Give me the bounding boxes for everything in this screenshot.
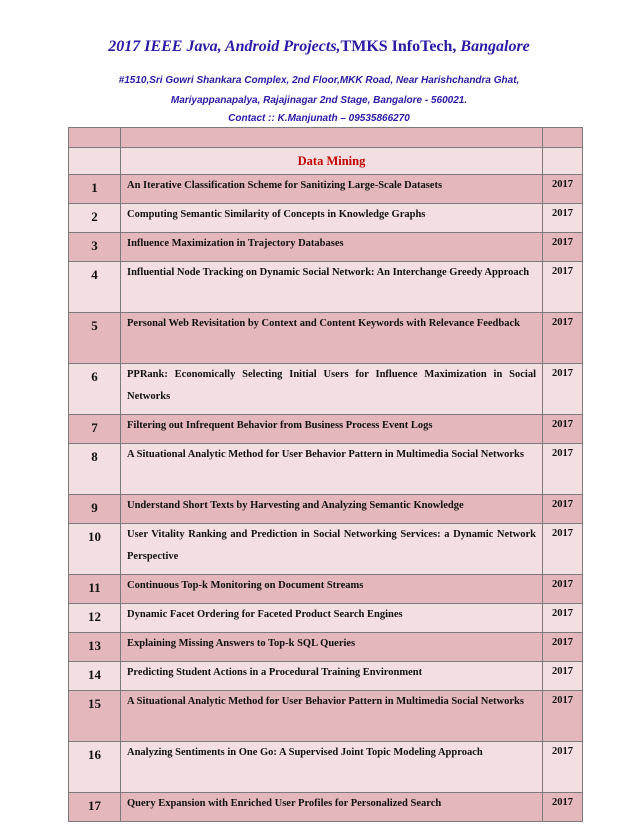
table-row bbox=[69, 575, 583, 604]
section-cell bbox=[69, 148, 121, 175]
table-row bbox=[69, 633, 583, 662]
project-year: 2017 bbox=[543, 444, 583, 495]
project-title: Predicting Student Actions in a Procedural Training Environment bbox=[121, 662, 543, 691]
row-number: 6 bbox=[69, 364, 121, 415]
project-year: 2017 bbox=[543, 175, 583, 204]
project-title: Analyzing Sentiments in One Go: A Supervised Joint Topic Modeling Approach bbox=[121, 742, 543, 793]
project-year: 2017 bbox=[543, 662, 583, 691]
project-title: Dynamic Facet Ordering for Faceted Product Search Engines bbox=[121, 604, 543, 633]
project-year: 2017 bbox=[543, 495, 583, 524]
project-title: An Iterative Classification Scheme for Sanitizing Large-Scale Datasets bbox=[121, 175, 543, 204]
address-line-2: Mariyappanapalya, Rajajinagar 2nd Stage, Bangalore - 560021. bbox=[170, 95, 468, 106]
table-header-row bbox=[69, 128, 583, 148]
title-part-company: TMKS InfoTech, bbox=[340, 38, 461, 55]
project-title: Personal Web Revisitation by Context and Content Keywords with Relevance Feedback bbox=[121, 313, 543, 364]
project-title: Influential Node Tracking on Dynamic Social Network: An Interchange Greedy Approach bbox=[121, 262, 543, 313]
project-title: User Vitality Ranking and Prediction in Social Networking Services: a Dynamic Network Perspective bbox=[121, 524, 543, 575]
row-number: 12 bbox=[69, 604, 121, 633]
row-number: 13 bbox=[69, 633, 121, 662]
project-title: Continuous Top-k Monitoring on Document Streams bbox=[121, 575, 543, 604]
table-row bbox=[69, 793, 583, 822]
project-year: 2017 bbox=[543, 575, 583, 604]
row-number: 2 bbox=[69, 204, 121, 233]
table-row bbox=[69, 233, 583, 262]
table-row bbox=[69, 742, 583, 793]
project-title: Influence Maximization in Trajectory Databases bbox=[121, 233, 543, 262]
row-number: 7 bbox=[69, 415, 121, 444]
row-number: 15 bbox=[69, 691, 121, 742]
project-year: 2017 bbox=[543, 262, 583, 313]
project-year: 2017 bbox=[543, 233, 583, 262]
project-year: 2017 bbox=[543, 742, 583, 793]
row-number: 14 bbox=[69, 662, 121, 691]
table-row bbox=[69, 662, 583, 691]
project-title: Understand Short Texts by Harvesting and Analyzing Semantic Knowledge bbox=[121, 495, 543, 524]
table-row bbox=[69, 175, 583, 204]
title-part-city: Bangalore bbox=[460, 38, 530, 55]
project-title: PPRank: Economically Selecting Initial Users for Influence Maximization in Social Networks bbox=[121, 364, 543, 415]
project-year: 2017 bbox=[543, 524, 583, 575]
row-number: 17 bbox=[69, 793, 121, 822]
project-title: Query Expansion with Enriched User Profiles for Personalized Search bbox=[121, 793, 543, 822]
project-title: Filtering out Infrequent Behavior from Business Process Event Logs bbox=[121, 415, 543, 444]
row-number: 9 bbox=[69, 495, 121, 524]
table-row bbox=[69, 495, 583, 524]
title-part-projects: 2017 IEEE Java, Android Projects, bbox=[108, 38, 341, 55]
row-number: 16 bbox=[69, 742, 121, 793]
project-year: 2017 bbox=[543, 691, 583, 742]
table-row bbox=[69, 524, 583, 575]
project-year: 2017 bbox=[543, 313, 583, 364]
table-row bbox=[69, 364, 583, 415]
section-cell bbox=[543, 148, 583, 175]
section-row bbox=[69, 148, 583, 175]
row-number: 5 bbox=[69, 313, 121, 364]
address-line-1: #1510,Sri Gowri Shankara Complex, 2nd Floor,MKK Road, Near Harishchandra Ghat, bbox=[118, 75, 520, 86]
row-number: 3 bbox=[69, 233, 121, 262]
row-number: 10 bbox=[69, 524, 121, 575]
table-row bbox=[69, 313, 583, 364]
project-year: 2017 bbox=[543, 633, 583, 662]
project-title: A Situational Analytic Method for User Behavior Pattern in Multimedia Social Networks bbox=[121, 444, 543, 495]
header-cell bbox=[69, 128, 121, 148]
row-number: 8 bbox=[69, 444, 121, 495]
table-row bbox=[69, 691, 583, 742]
row-number: 11 bbox=[69, 575, 121, 604]
section-title: Data Mining bbox=[121, 148, 543, 175]
projects-table bbox=[68, 127, 583, 822]
header-cell bbox=[543, 128, 583, 148]
project-year: 2017 bbox=[543, 604, 583, 633]
page-title bbox=[0, 38, 638, 56]
table-row bbox=[69, 604, 583, 633]
row-number: 1 bbox=[69, 175, 121, 204]
project-title: Explaining Missing Answers to Top-k SQL Queries bbox=[121, 633, 543, 662]
project-year: 2017 bbox=[543, 415, 583, 444]
project-year: 2017 bbox=[543, 364, 583, 415]
header-cell bbox=[121, 128, 543, 148]
project-title: Computing Semantic Similarity of Concepts in Knowledge Graphs bbox=[121, 204, 543, 233]
project-year: 2017 bbox=[543, 793, 583, 822]
table-row bbox=[69, 415, 583, 444]
table-row bbox=[69, 262, 583, 313]
contact-line: Contact :: K.Manjunath – 09535866270 bbox=[228, 113, 410, 124]
project-year: 2017 bbox=[543, 204, 583, 233]
row-number: 4 bbox=[69, 262, 121, 313]
table-row bbox=[69, 444, 583, 495]
project-title: A Situational Analytic Method for User Behavior Pattern in Multimedia Social Networks bbox=[121, 691, 543, 742]
table-row bbox=[69, 204, 583, 233]
